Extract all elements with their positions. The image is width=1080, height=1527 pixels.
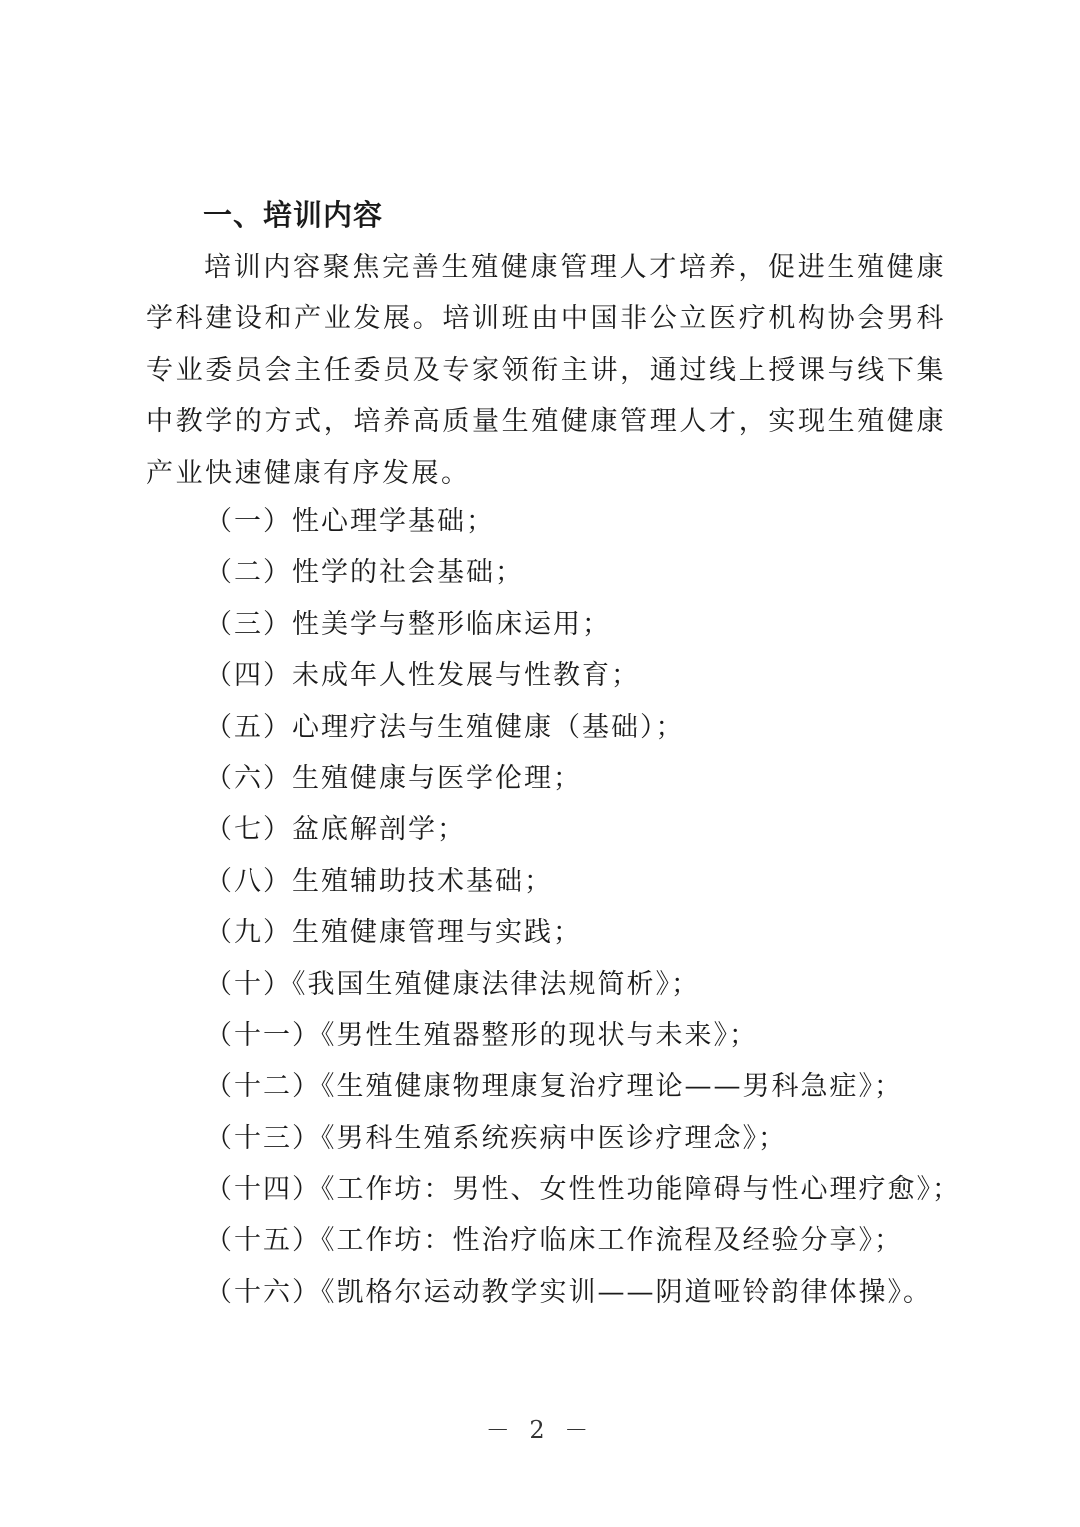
list-item: （十）《我国生殖健康法律法规简析》； (205, 968, 700, 1000)
list-item: （十二）《生殖健康物理康复治疗理论——男科急症》； (205, 1071, 903, 1103)
training-content-list (205, 496, 961, 1318)
list-item: （四）未成年人性发展与性教育； (205, 660, 640, 692)
page-number: － 2 － (485, 1416, 595, 1444)
list-item: （六）生殖健康与医学伦理； (205, 762, 582, 794)
list-item: （二）性学的社会基础； (205, 557, 524, 589)
list-item: （五）心理疗法与生殖健康（基础）； (205, 711, 685, 743)
list-item: （十五）《工作坊：性治疗临床工作流程及经验分享》； (205, 1225, 903, 1257)
list-item: （八）生殖辅助技术基础； (205, 865, 553, 897)
list-item: （三）性美学与整形临床运用； (205, 608, 611, 640)
list-item: （十四）《工作坊：男性、女性性功能障碍与性心理疗愈》； (205, 1174, 961, 1206)
intro-paragraph: 培训内容聚焦完善生殖健康管理人才培养，促进生殖健康学科建设和产业发展。培训班由中国非公立医疗机构协会男科专业委员会主任委员及专家领衔主讲，通过线上授课与线下集中教学的方式，培养高质量生殖健康管理人才，实现生殖健康产业快速健康有序发展。 (146, 252, 946, 489)
list-item: （十三）《男科生殖系统疾病中医诊疗理念》； (205, 1122, 787, 1154)
list-item: （九）生殖健康管理与实践； (205, 917, 582, 949)
list-item: （七）盆底解剖学； (205, 814, 466, 846)
list-item: （十六）《凯格尔运动教学实训——阴道哑铃韵律体操》。 (205, 1276, 932, 1308)
section-heading: 一、培训内容 (203, 198, 384, 232)
list-item: （十一）《男性生殖器整形的现状与未来》； (205, 1019, 758, 1051)
list-item: （一）性心理学基础； (205, 506, 495, 537)
